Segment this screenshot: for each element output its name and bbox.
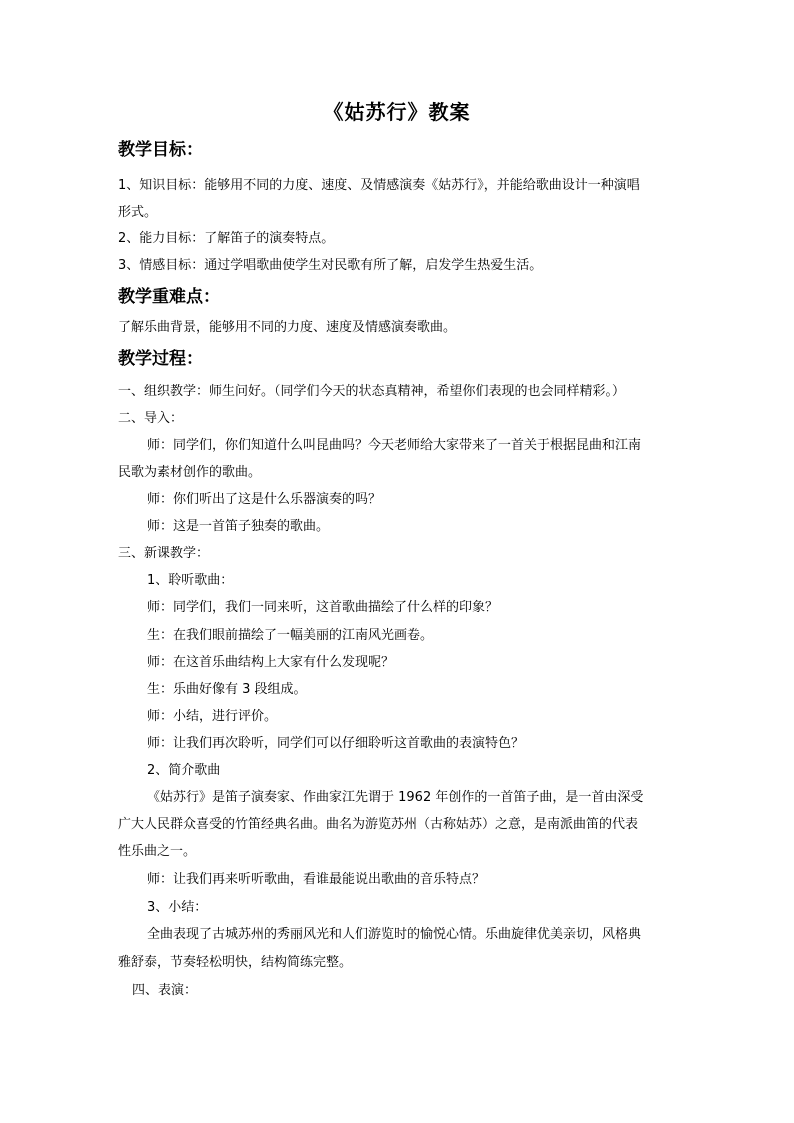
paragraph-line: 三、新课教学： xyxy=(118,546,210,561)
paragraph-line: 2、简介歌曲 xyxy=(147,763,221,778)
paragraph-line: 雅舒泰，节奏轻松明快，结构简练完整。 xyxy=(118,955,353,970)
paragraph-line: 师：小结，进行评价。 xyxy=(147,709,278,724)
section-heading-key-points: 教学重难点： xyxy=(118,287,220,307)
paragraph-line: 3、情感目标：通过学唱歌曲使学生对民歌有所了解，启发学生热爱生活。 xyxy=(118,258,543,273)
paragraph-line: 师：这是一首笛子独奏的歌曲。 xyxy=(147,519,330,534)
paragraph-line: 师：在这首乐曲结构上大家有什么发现呢？ xyxy=(147,655,395,670)
paragraph-line: 了解乐曲背景，能够用不同的力度、速度及情感演奏歌曲。 xyxy=(118,320,457,335)
paragraph-line: 民歌为素材创作的歌曲。 xyxy=(118,465,262,480)
document-title: 《姑苏行》教案 xyxy=(323,100,471,124)
paragraph-line: 1、知识目标：能够用不同的力度、速度、及情感演奏《姑苏行》，并能给歌曲设计一种演唱 xyxy=(118,178,640,193)
paragraph-line: 一、组织教学：师生问好。（同学们今天的状态真精神，希望你们表现的也会同样精彩。） xyxy=(118,384,626,399)
section-heading-process: 教学过程： xyxy=(118,349,203,369)
paragraph-line: 师：同学们，你们知道什么叫昆曲吗？今天老师给大家带来了一首关于根据昆曲和江南 xyxy=(147,438,642,453)
paragraph-line: 师：同学们，我们一同来听，这首歌曲描绘了什么样的印象？ xyxy=(147,600,499,615)
paragraph-line: 师：你们听出了这是什么乐器演奏的吗？ xyxy=(147,492,382,507)
paragraph-line: 全曲表现了古城苏州的秀丽风光和人们游览时的愉悦心情。乐曲旋律优美亲切，风格典 xyxy=(147,927,642,942)
paragraph-line: 2、能力目标：了解笛子的演奏特点。 xyxy=(118,231,335,246)
paragraph-line: 形式。 xyxy=(118,205,158,220)
paragraph-line: 生：乐曲好像有 3 段组成。 xyxy=(147,682,307,697)
paragraph-line: 3、小结： xyxy=(147,900,208,915)
section-heading-goals: 教学目标： xyxy=(118,140,203,160)
paragraph-line: 二、导入： xyxy=(118,411,184,426)
paragraph-line: 1、聆听歌曲： xyxy=(147,573,234,588)
paragraph-line: 性乐曲之一。 xyxy=(118,844,197,859)
paragraph-line: 四、表演： xyxy=(132,983,198,998)
paragraph-line: 师：让我们再次聆听，同学们可以仔细聆听这首歌曲的表演特色？ xyxy=(147,736,525,751)
paragraph-line: 生：在我们眼前描绘了一幅美丽的江南风光画卷。 xyxy=(147,628,434,643)
paragraph-line: 师：让我们再来听听歌曲，看谁最能说出歌曲的音乐特点？ xyxy=(147,872,486,887)
paragraph-line: 《姑苏行》是笛子演奏家、作曲家江先谓于 1962 年创作的一首笛子曲，是一首由深受 xyxy=(147,790,644,805)
paragraph-line: 广大人民群众喜受的竹笛经典名曲。曲名为游览苏州（古称姑苏）之意，是南派曲笛的代表 xyxy=(118,817,639,832)
